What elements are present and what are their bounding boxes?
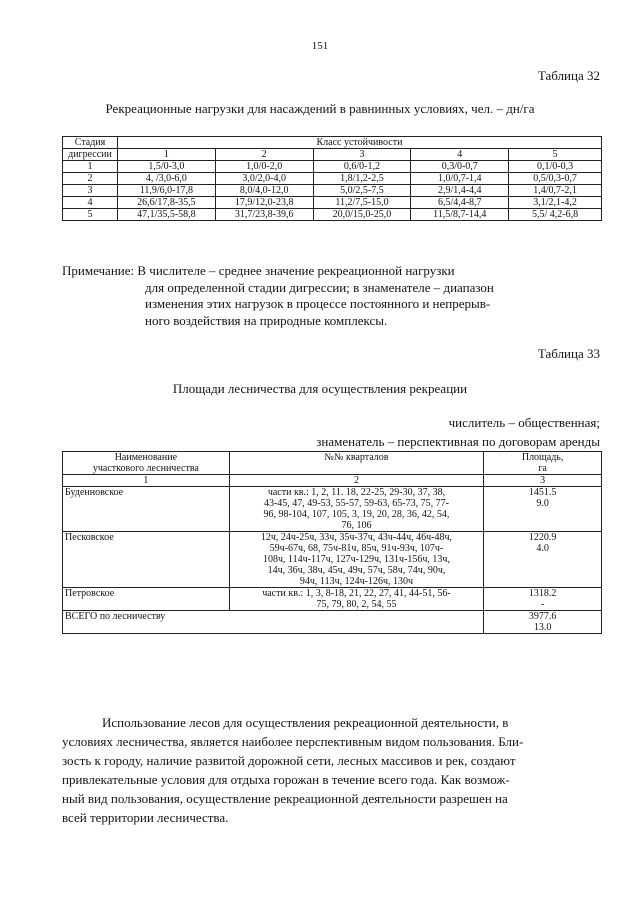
paragraph-line: всей территории лесничества. bbox=[62, 810, 229, 825]
table-cell: 17,9/12,0-23,8 bbox=[215, 197, 313, 209]
table-cell: 5,0/2,5-7,5 bbox=[313, 185, 411, 197]
note bbox=[62, 263, 582, 329]
quarters-line: 96, 98-104, 107, 105, 3, 19, 20, 28, 36, 42, 54, bbox=[263, 509, 450, 520]
table-row bbox=[63, 185, 602, 197]
table-33 bbox=[62, 451, 602, 634]
header-quarters: №№ кварталов bbox=[229, 452, 483, 475]
table-32 bbox=[62, 136, 602, 221]
table-32-title: Рекреационные нагрузки для насаждений в равнинных условиях, чел. – дн/га bbox=[105, 101, 535, 116]
table-row bbox=[63, 209, 602, 221]
class-number: 5 bbox=[509, 149, 602, 161]
table-cell: 20,0/15,0-25,0 bbox=[313, 209, 411, 221]
paragraph-line: ный вид пользования, осуществление рекреационной деятельности разрешен на bbox=[62, 791, 508, 806]
table-row bbox=[63, 173, 602, 185]
table-cell: 1,0/0,7-1,4 bbox=[411, 173, 509, 185]
header-area bbox=[484, 452, 602, 475]
quarters-line: 43-45, 47, 49-53, 55-57, 59-63, 65-73, 75, 77- bbox=[263, 498, 449, 509]
class-number: 2 bbox=[215, 149, 313, 161]
total-denominator: 13.0 bbox=[533, 622, 552, 633]
table-cell: 3 bbox=[63, 185, 118, 197]
table-cell: 31,7/23,8-39,6 bbox=[215, 209, 313, 221]
legend-numerator: числитель – общественная; bbox=[448, 415, 600, 430]
paragraph-line: зость к городу, наличие развитой дорожной сети, лесных массивов и рек, создают bbox=[62, 753, 516, 768]
quarters bbox=[229, 487, 483, 532]
body-paragraph bbox=[62, 713, 602, 827]
table-row bbox=[63, 161, 602, 173]
quarters-line: 108ч, 114ч-117ч, 127ч-129ч, 131ч-156ч, 13ч, bbox=[262, 554, 450, 565]
table-cell: 0,5/0,3-0,7 bbox=[509, 173, 602, 185]
total-area bbox=[484, 611, 602, 634]
quarters-line: 94ч, 113ч, 124ч-126ч, 130ч bbox=[299, 576, 414, 587]
table-row bbox=[63, 588, 602, 611]
table-cell: 1,8/1,2-2,5 bbox=[313, 173, 411, 185]
area bbox=[484, 532, 602, 588]
col-number: 3 bbox=[484, 475, 602, 487]
table-cell: 1,0/0-2,0 bbox=[215, 161, 313, 173]
area-numerator: 1318.2 bbox=[528, 588, 557, 599]
table-cell: 1,4/0,7-2,1 bbox=[509, 185, 602, 197]
note-line: Примечание: В числителе – среднее значение рекреационной нагрузки bbox=[62, 263, 455, 278]
table-33-label: Таблица 33 bbox=[537, 346, 600, 361]
paragraph-line: привлекательные условия для отдыха горожан в течение всего года. Как возмож- bbox=[62, 772, 510, 787]
table-cell: 0,3/0-0,7 bbox=[411, 161, 509, 173]
quarters-line: 14ч, 36ч, 38ч, 45ч, 49ч, 57ч, 58ч, 74ч, 90ч, bbox=[267, 565, 446, 576]
note-line: изменения этих нагрузок в процессе постоянного и непрерыв- bbox=[145, 296, 491, 311]
table-cell: 1 bbox=[63, 161, 118, 173]
area-numerator: 1220.9 bbox=[528, 532, 557, 543]
note-line: для определенной стадии дигрессии; в знаменателе – диапазон bbox=[145, 279, 494, 295]
legend-denominator: знаменатель – перспективная по договорам аренды bbox=[316, 434, 600, 449]
header-area-line: га bbox=[538, 463, 547, 474]
class-number: 1 bbox=[117, 149, 215, 161]
area-denominator: - bbox=[540, 599, 545, 610]
table-cell: 5 bbox=[63, 209, 118, 221]
table-row-total bbox=[63, 611, 602, 634]
table-cell: 26,6/17,8-35,5 bbox=[117, 197, 215, 209]
paragraph-line: Использование лесов для осуществления рекреационной деятельности, в bbox=[102, 715, 509, 730]
col-number: 1 bbox=[63, 475, 230, 487]
quarters-line: 12ч, 24ч-25ч, 33ч, 35ч-37ч, 43ч-44ч, 46ч-48ч, bbox=[260, 532, 453, 543]
table-33-title: Площади лесничества для осуществления рекреации bbox=[172, 381, 468, 396]
quarters bbox=[229, 588, 483, 611]
col-number: 2 bbox=[229, 475, 483, 487]
table-cell: 11,5/8,7-14,4 bbox=[411, 209, 509, 221]
table-cell: 4, /3,0-6,0 bbox=[117, 173, 215, 185]
area-numerator: 1451.5 bbox=[528, 487, 557, 498]
table-row bbox=[63, 532, 602, 588]
header-name-line: Наименование bbox=[114, 452, 178, 463]
total-numerator: 3977.6 bbox=[528, 611, 557, 622]
table-cell: 8,0/4,0-12,0 bbox=[215, 185, 313, 197]
forestry-name: Петровское bbox=[63, 588, 230, 611]
header-name bbox=[63, 452, 230, 475]
quarters-line: 59ч-67ч, 68, 75ч-81ч, 85ч, 91ч-93ч, 107ч- bbox=[269, 543, 444, 554]
quarters bbox=[229, 532, 483, 588]
forestry-name: Песковское bbox=[63, 532, 230, 588]
area-denominator: 9.0 bbox=[536, 498, 549, 509]
table-cell: 11,9/6,0-17,8 bbox=[117, 185, 215, 197]
table-row bbox=[63, 487, 602, 532]
header-area-line: Площадь, bbox=[521, 452, 564, 463]
table-cell: 6,5/4,4-8,7 bbox=[411, 197, 509, 209]
table-32-label: Таблица 32 bbox=[537, 68, 600, 83]
paragraph-line: условиях лесничества, является наиболее перспективным видом пользования. Бли- bbox=[62, 734, 524, 749]
table-row bbox=[63, 197, 602, 209]
header-name-line: участкового лесничества bbox=[92, 463, 199, 474]
header-class: Класс устойчивости bbox=[117, 137, 601, 149]
table-cell: 47,1/35,5-58,8 bbox=[117, 209, 215, 221]
quarters-line: части кв.: 1, 3, 8-18, 21, 22, 27, 41, 44-51, 56- bbox=[262, 588, 451, 599]
quarters-line: 75, 79, 80, 2, 54, 55 bbox=[316, 599, 397, 610]
area bbox=[484, 487, 602, 532]
table-cell: 5,5/ 4,2-6,8 bbox=[509, 209, 602, 221]
header-stage-2: дигрессии bbox=[63, 149, 118, 161]
table-cell: 3,1/2,1-4,2 bbox=[509, 197, 602, 209]
area-denominator: 4.0 bbox=[536, 543, 549, 554]
table-cell: 2,9/1,4-4,4 bbox=[411, 185, 509, 197]
header-stage-1: Стадия bbox=[63, 137, 118, 149]
class-number: 3 bbox=[313, 149, 411, 161]
forestry-name: Буденновское bbox=[63, 487, 230, 532]
table-cell: 2 bbox=[63, 173, 118, 185]
total-label: ВСЕГО по лесничеству bbox=[63, 611, 484, 634]
table-cell: 1,5/0-3,0 bbox=[117, 161, 215, 173]
table-cell: 4 bbox=[63, 197, 118, 209]
class-number: 4 bbox=[411, 149, 509, 161]
note-line: ного воздействия на природные комплексы. bbox=[145, 312, 388, 328]
table-cell: 11,2/7,5-15,0 bbox=[313, 197, 411, 209]
table-cell: 0,1/0-0,3 bbox=[509, 161, 602, 173]
area bbox=[484, 588, 602, 611]
quarters-line: 76, 106 bbox=[341, 520, 372, 531]
table-cell: 0,6/0-1,2 bbox=[313, 161, 411, 173]
table-cell: 3,0/2,0-4,0 bbox=[215, 173, 313, 185]
page-number: 151 bbox=[311, 40, 329, 52]
quarters-line: части кв.: 1, 2, 11. 18, 22-25, 29-30, 37, 38, bbox=[267, 487, 446, 498]
